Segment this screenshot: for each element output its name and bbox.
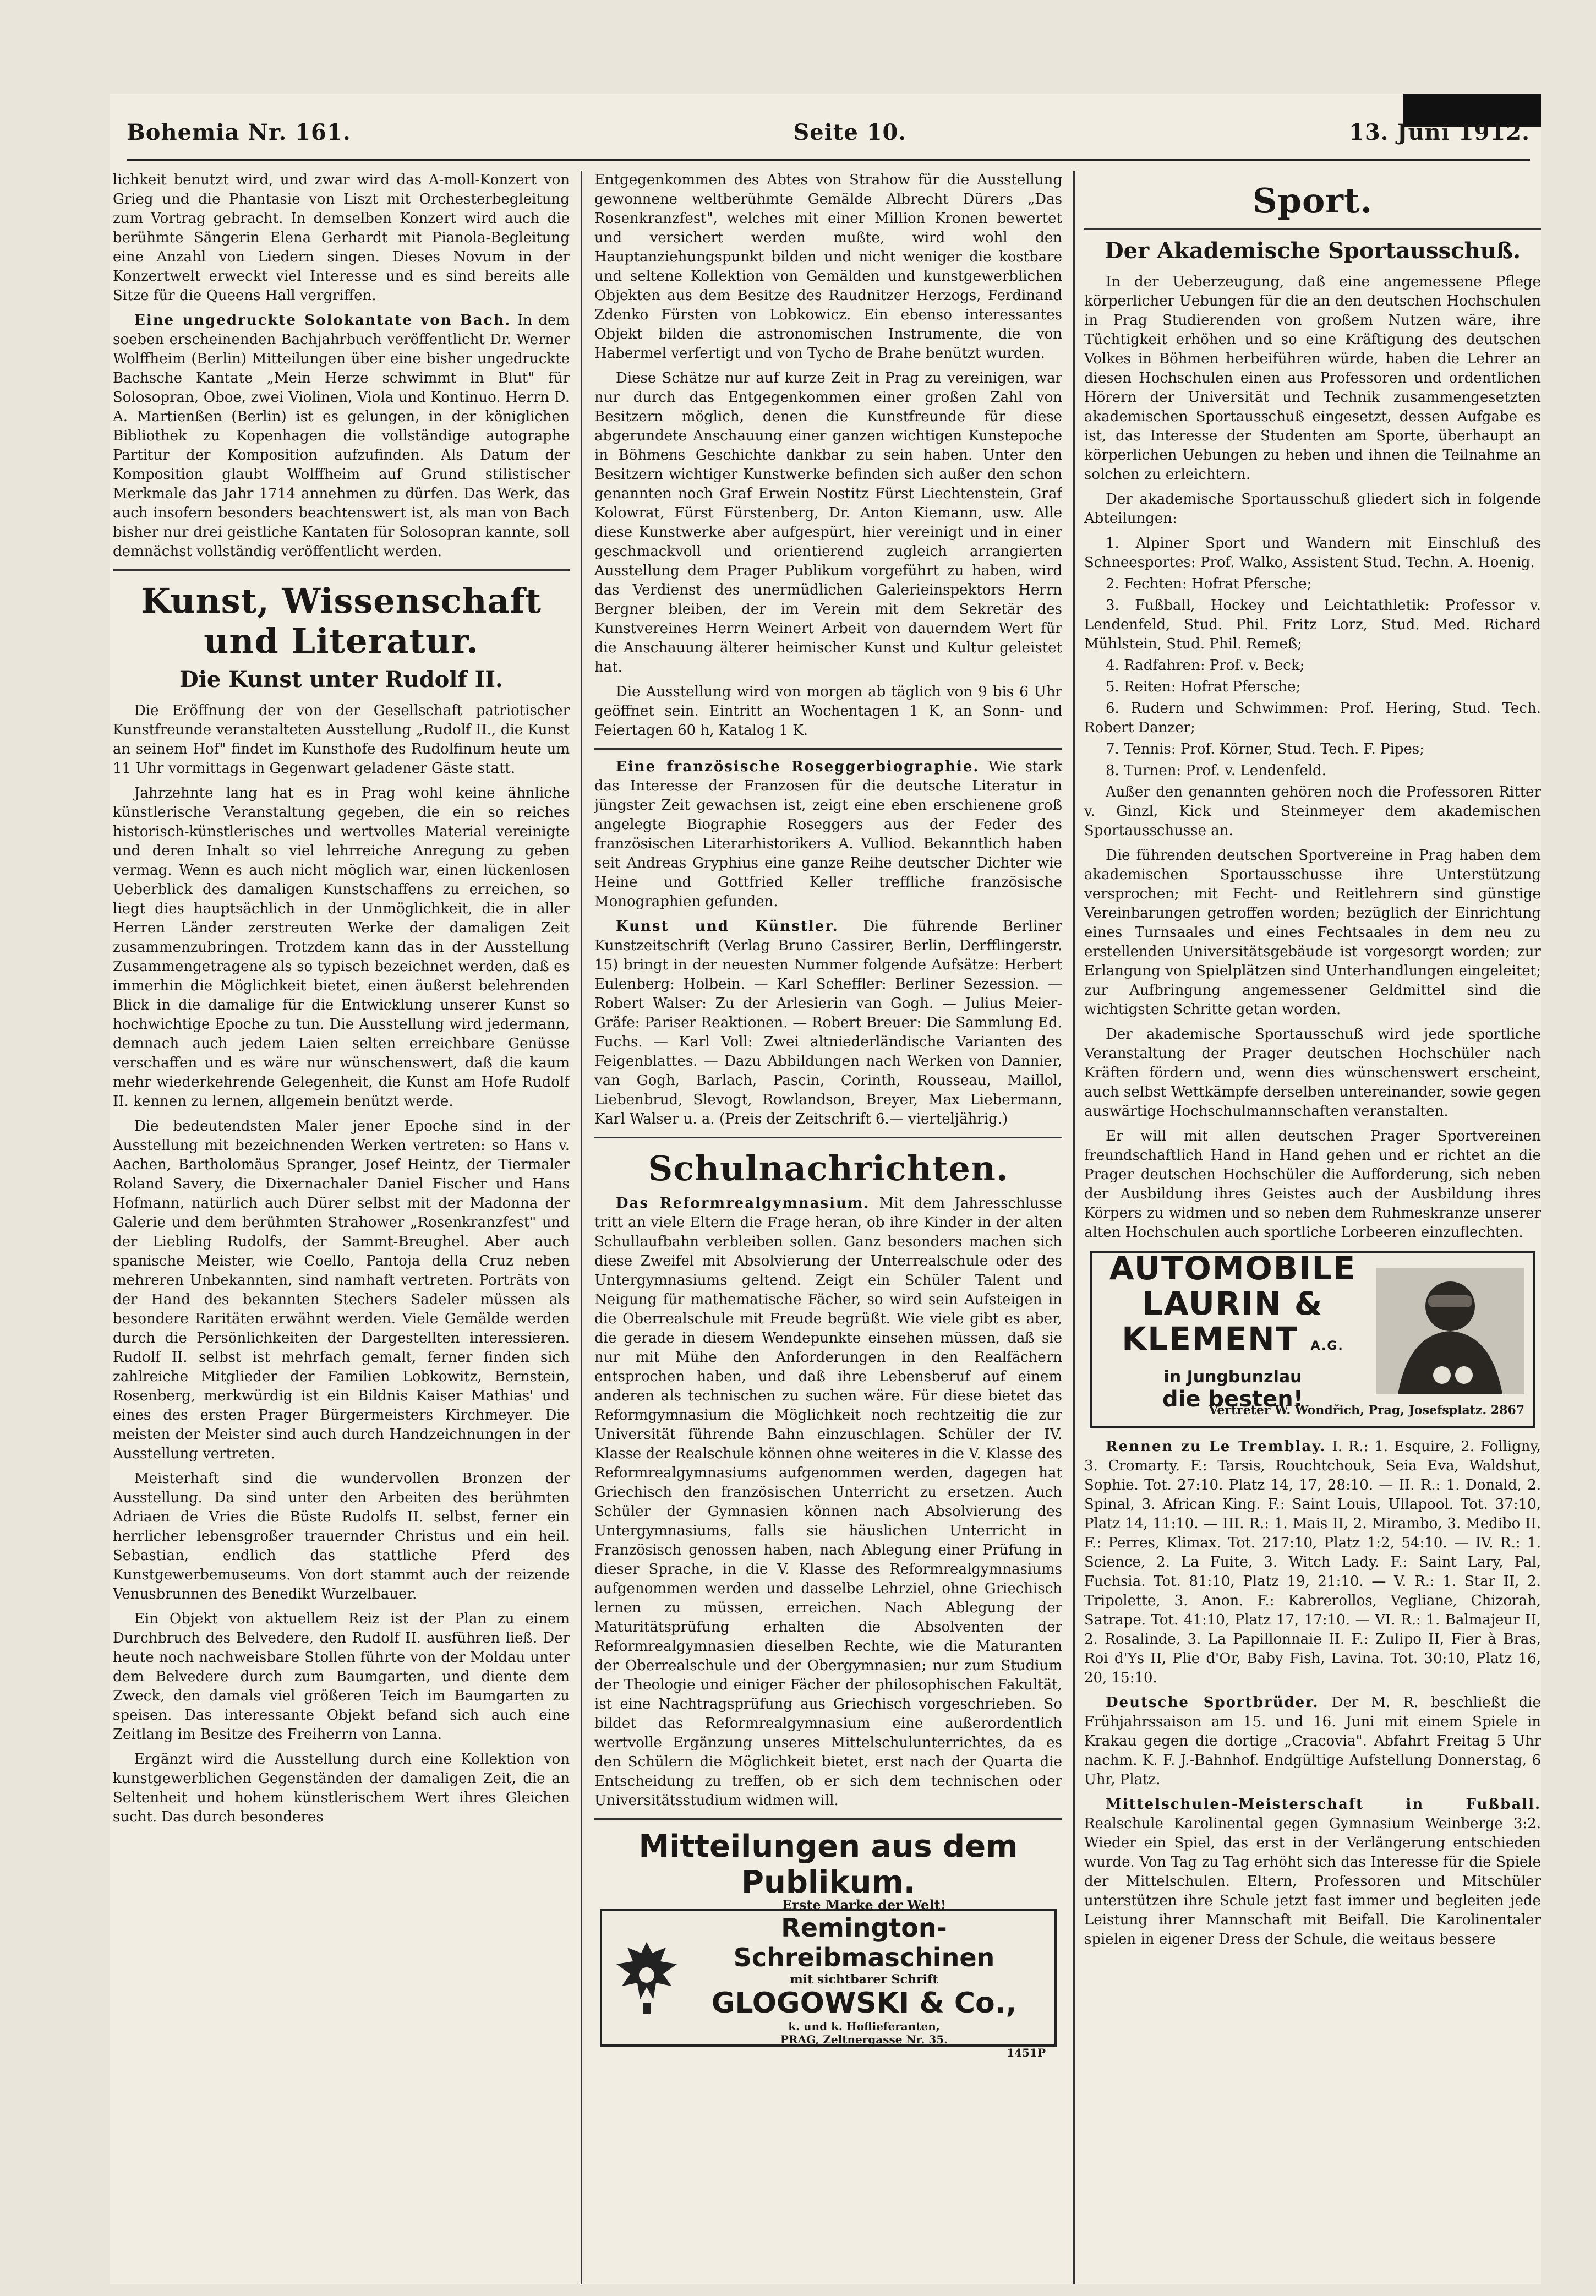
article-paragraph: Ergänzt wird die Ausstellung durch eine Kollektion von kunstgewerblichen Gegenständen der damaligen Zeit, die an Seltenheit und hohem künstlerischem Wert ihres Gleichen sucht. Das durch besonderes — [113, 1751, 570, 1825]
article-title-sportausschuss: Der Akademische Sportausschuß. — [1104, 238, 1521, 264]
rosegger-notice — [594, 757, 1062, 912]
auto-ad-line3 — [1101, 1321, 1365, 1364]
article-paragraph: Außer den genannten gehören noch die Professoren Ritter v. Ginzl, Kick und Steinmeyer dem akademischen Sportausschusse an. — [1084, 784, 1541, 839]
schul-notice — [594, 1194, 1062, 1810]
header-page-number: Seite 10. — [793, 119, 907, 145]
sport-department-item: 4. Radfahren: Prof. v. Beck; — [1106, 657, 1305, 674]
auto-ad-line2: LAURIN & — [1142, 1284, 1324, 1322]
kunst-notice — [594, 917, 1062, 1129]
rennen-text: I. R.: 1. Esquire, 2. Folligny, 3. Cromarty. F.: Tarsis, Rouchtchouk, Seia Eva, Waldshut, Sophie. Tot. 27:10. Platz 14, 17, 28:10. — II. R.: 1. Donald, 2. Spinal, 3. African King. F.: Saint Louis, Ullapool. Tot. 37:10, Platz 14, 11:10. — III. R.: 1. Mais II, 2. Mirambo, 3. Medibo II. F.: Perres, Klimax. Tot. 217:10, Platz 1:2, 54:10. — IV. R.: 1. Science, 2. La Fuite, 3. Witch Lady. F.: Saint Lary, Pal, Fuchsia. Tot. 81:10, Platz 19, 21:10. — V. R.: 1. Star II, 2. Tripolette, 3. Anon. F.: Kabrerollos, Vegliane, Chizorah, Satrape. Tot. 41:10, Platz 17, 17:10. — VI. R.: 1. Balmajeur II, 2. Rosalinde, 3. La Papillonnaie II. F.: Zulipo II, Fier à Bras, Roi d'Ys II, Plie d'Or, Baby Fish, Lavina. Tot. 30:10, Platz 16, 20, 15:10. — [1084, 1438, 1541, 1686]
section-title-sport: Sport. — [1252, 181, 1373, 221]
sportbrueder-title: Deutsche Sportbrüder. — [1106, 1694, 1319, 1711]
article-title-rudolf: Die Kunst unter Rudolf II. — [179, 667, 503, 692]
section-rule — [594, 1137, 1062, 1138]
schul-lead: Das Reformrealgymnasium. — [616, 1195, 870, 1212]
column-rule-2 — [1073, 171, 1075, 2284]
section-title-kunst: Kunst, Wissenschaft und Literatur. — [140, 581, 542, 661]
remington-company: GLOGOWSKI & Co., — [711, 1986, 1017, 2020]
remington-advertisement — [600, 1896, 1057, 2059]
article-paragraph: Er will mit allen deutschen Prager Sportvereinen freundschaftlich Hand in Hand gehen und er richtet an die Prager deutschen Hochschüler die Aufforderung, sich neben der Ausbildung ihres Geistes auch der Ausbildung ihres Körpers zu widmen und so neben dem Ruhmeskranze unserer alten Hochschulen auch sportliche Lorbeeren einzuflechten. — [1084, 1128, 1541, 1241]
sport-department-item: 7. Tennis: Prof. Körner, Stud. Tech. F. Pipes; — [1106, 741, 1424, 757]
rennen-title: Rennen zu Le Tremblay. — [1106, 1438, 1326, 1455]
remington-address: PRAG, Zeltnergasse Nr. 35. — [780, 2032, 948, 2046]
remington-code: 1451P — [1007, 2046, 1046, 2059]
header-rule — [127, 159, 1530, 161]
rosegger-text: Wie stark das Interesse der Franzosen für die deutsche Literatur in jüngster Zeit gewachsen ist, zeigt eine eben erschienene groß angelegte Biographie Roseggers aus der Feder des französischen Literarhistorikers A. Vulliod. Bekanntlich haben seit Andreas Gryphius eine ganze Reihe deutscher Dichter wie Heine und Gottfried Keller treffliche französische Monographien gefunden. — [594, 759, 1062, 910]
concert-continuation: lichkeit benutzt wird, und zwar wird das A-moll-Konzert von Grieg und die Phantasie von Liszt mit Orchesterbegleitung zum Vortrag gebracht. In demselben Konzert wird auch die berühmte Sängerin Elena Gerhardt mit Pianola-Begleitung eine Anzahl von Liedern singen. Dieses Novum in der Konzertwelt erweckt viel Interesse und es sind bereits alle Sitze für die Queens Hall vergriffen. — [113, 172, 570, 304]
motorist-illustration-icon — [1376, 1268, 1524, 1394]
sport-department-item: 5. Reiten: Hofrat Pfersche; — [1106, 679, 1301, 695]
auto-ad-line5: die besten! — [1162, 1386, 1303, 1412]
auto-ad-line1: AUTOMOBILE — [1109, 1249, 1357, 1287]
article-paragraph: Die Eröffnung der von der Gesellschaft patriotischer Kunstfreunde veranstalteten Ausstellung „Rudolf II., die Kunst an seinem Hof" findet im Kunsthofe des Rudolfinum heute um 11 Uhr vormittags in Gegenwart geladener Gäste statt. — [113, 702, 570, 777]
column-1 — [113, 171, 570, 2284]
auto-ad-footer: Vertreter W. Wondřich, Prag, Josefsplatz. 2867 — [1209, 1403, 1524, 1417]
sportbrueder-text: Der M. R. beschließt die Frühjahrssaison am 15. und 16. Juni mit einem Spiele in Krakau gegen die dortige „Cracovia". Abfahrt Freitag 5 Uhr nachm. K. F. J.-Bahnhof. Endgültige Aufstellung Donnerstag, 6 Uhr, Platz. — [1084, 1694, 1541, 1788]
meister-title: Mittelschulen-Meisterschaft in Fußball. — [1106, 1796, 1541, 1813]
sport-department-item: 2. Fechten: Hofrat Pfersche; — [1106, 576, 1312, 592]
section-title-mitteilungen: Mitteilungen aus dem Publikum. — [638, 1829, 1018, 1900]
auto-ad-suffix: A.G. — [1310, 1339, 1344, 1353]
kunst-title: Kunst und Künstler. — [616, 918, 839, 935]
article-paragraph: Der akademische Sportausschuß wird jede sportliche Veranstaltung der Prager deutschen Hochschüler nach Kräften fördern und, wenn dies wünschenswert erscheint, auch selbst Wettkämpfe derselben untereinander, sowie gegen auswärtige Hochschulmannschaften veranstalten. — [1084, 1026, 1541, 1120]
article-paragraph: Entgegenkommen des Abtes von Strahow für die Ausstellung gewonnene weltberühmte Gemälde Albrecht Dürers „Das Rosenkranzfest", welches mit einer Million Kronen bewertet und versichert werden mußte, wird wohl den Hauptanziehungspunkt bilden und nicht weniger die kostbare und seltene Kollektion von Gemälden und kunstgewerblichen Objekten aus dem Besitze des Raudnitzer Herzogs, Ferdinand Zdenko Fürsten von Lobkowicz. Ein ebenso interessantes Objekt bilden die astronomischen Instrumente, die von Habermel verfertigt und von Tycho de Brahe benützt wurden. — [594, 172, 1062, 362]
page-header — [127, 116, 1530, 149]
section-rule — [1084, 228, 1541, 230]
article-paragraph: Ein Objekt von aktuellem Reiz ist der Plan zu einem Durchbruch des Belvedere, den Rudolf II. ausführen ließ. Der heute noch nachweisbare Stollen führte von der Moldau unter dem Belvedere durch zum Baumgarten, und diente dem Zweck, den damals viel größeren Teich im Baumgarten zu speisen. Das interessante Objekt befand sich auch eine Zeitlang im Besitze des Freiherrn von Lanna. — [113, 1611, 570, 1743]
rosegger-title: Eine französische Roseggerbiographie. — [616, 759, 980, 775]
article-paragraph: Die bedeutendsten Maler jener Epoche sind in der Ausstellung mit bezeichnenden Werken vertreten: so Hans v. Aachen, Bartholomäus Spranger, Josef Heintz, der Tiermaler Roland Savery, die Dixernachaler Daniel Fischer und Hans Hofmann, natürlich auch Dürer selbst mit der Madonna der Galerie und dem berühmten Strahower „Rosenkranzfest" und der Liebling Rudolfs, der Sammt-Breughel. Aber auch spanische Meister, wie Coello, Pantoja della Cruz neben mehreren Unbekannten, sind namhaft vertreten. Porträts von der Hand des bekannten Stechers Sadeler müssen als besondere Raritäten erwähnt werden. Viele Gemälde werden durch die Persönlichkeiten der Dargestellten interessieren. Rudolf II. selbst ist mehrfach gemalt, ferner finden sich zahlreiche Mitglieder der Familien Lobkowitz, Bernstein, Rosenberg, merkwürdig ist ein Bildnis Kaiser Mathias' und eines des ersten Prager Bürgermeisters Kirchmeyer. Die meisten der Meister sind auch durch Handzeichnungen in der Ausstellung vertreten. — [113, 1118, 570, 1462]
sport-department-item: 1. Alpiner Sport und Wandern mit Einschluß des Schneesportes: Prof. Walko, Assistent Stud. Techn. A. Hoenig. — [1084, 535, 1541, 571]
bach-notice-title: Eine ungedruckte Solokantate von Bach. — [134, 312, 511, 329]
article-paragraph: Die Ausstellung wird von morgen ab täglich von 9 bis 6 Uhr geöffnet sein. Eintritt an Wochentagen 1 K, an Sonn- und Feiertagen 60 h, Katalog 1 K. — [594, 684, 1062, 739]
sport-department-item: 6. Rudern und Schwimmen: Prof. Hering, Stud. Tech. Robert Danzer; — [1084, 700, 1541, 736]
remington-tagline: Erste Marke der Welt! — [781, 1896, 947, 1913]
rennen-notice — [1084, 1437, 1541, 1688]
column-rule-1 — [581, 171, 582, 2284]
header-paper-issue: Bohemia Nr. 161. — [127, 119, 351, 145]
column-2 — [594, 171, 1062, 2284]
meister-text: Realschule Karolinental gegen Gymnasium Weinberge 3:2. Wieder ein Spiel, das erst in der Verlängerung entschieden wurde. Von Tag zu Tag erhöht sich das Interesse für die Spiele der Mittelschulen. Eltern, Professoren und Mitschüler unterstützen ihre Schule jetzt fast immer und begleiten jede Leistung ihrer Mannschaft mit Beifall. Die Karolinentaler spielen in eigener Dress der Schule, die weitaus bessere — [1084, 1815, 1541, 1948]
sport-list-intro: Der akademische Sportausschuß gliedert sich in folgende Abteilungen: — [1084, 491, 1541, 527]
remington-title: k. und k. Hoflieferanten, — [788, 2019, 940, 2033]
sport-department-item: 8. Turnen: Prof. v. Lendenfeld. — [1106, 762, 1326, 779]
newspaper-page — [110, 94, 1541, 2284]
section-rule — [594, 1818, 1062, 1820]
bach-notice — [113, 311, 570, 561]
meister-notice — [1084, 1795, 1541, 1949]
header-date: 13. Juni 1912. — [1349, 119, 1530, 145]
eagle-emblem-icon — [611, 1937, 682, 2019]
article-paragraph: Die führenden deutschen Sportvereine in Prag haben dem akademischen Sportausschusse ihre Unterstützung versprochen; mit Fecht- und Reitlehrern sind günstige Vereinbarungen getroffen worden; bezüglich der Einrichtung eines Turnsaales und eines Fechtsaales in dem neu zu erstellenden Universitätsgebäude ist vorgesorgt worden; zur Erlangung von Spielplätzen sind Unterhandlungen eingeleitet; zur Aufbringung angemessener Geldmittel sind die wichtigsten Schritte getan worden. — [1084, 847, 1541, 1018]
sportbrueder-notice — [1084, 1693, 1541, 1790]
article-paragraph: Meisterhaft sind die wundervollen Bronzen der Ausstellung. Da sind unter den Arbeiten des berühmten Adriaen de Vries die Büste Rudolfs II. selbst, ferner ein herrlicher lebensgroßer trauernder Christus und ein heil. Sebastian, endlich das stattliche Pferd des Kunstgewerbemuseums. Von dort stammt auch der reizende Venusbrunnen des Benedikt Wurzelbauer. — [113, 1470, 570, 1602]
section-rule — [594, 748, 1062, 750]
article-paragraph: Jahrzehnte lang hat es in Prag wohl keine ähnliche künstlerische Veranstaltung gegeben, die ein so reiches historisch-künstlerisches und wertvolles Material vereinigte und deren Inhalt so viel lehrreiche Anregung zu geben vermag. Wenn es auch nicht möglich war, einen lückenlosen Ueberblick des damaligen Kunstschaffens zu erreichen, so liegt dies hauptsächlich in der Unmöglichkeit, die in aller Herren Länder zerstreuten Werke der damaligen Zeit zusammenzubringen. Trotzdem kann das in der Ausstellung Zusammengetragene als so typisch bezeichnet werden, daß es immerhin die Möglichkeit bietet, einen äußerst belehrenden Blick in die damalige für die Entwicklung unserer Kunst so hochwichtige Epoche zu tun. Die Ausstellung wird jedermann, demnach auch jedem Laien selten erreichbare Genüsse verschaffen und es wäre nur wünschenswert, daß die kaum mehr wiederkehrende Gelegenheit, die Kunst am Hofe Rudolf II. kennen zu lernen, allgemein benützt werde. — [113, 785, 570, 1110]
bach-notice-text: In dem soeben erscheinenden Bachjahrbuch veröffentlicht Dr. Werner Wolffheim (Berlin) Mitteilungen über eine bisher ungedruckte Bachsche Kantate „Mein Herze schwimmt in Blut" für Solosopran, Oboe, zwei Violinen, Viola und Kontinuo. Herrn D. A. Martienßen (Berlin) ist es gelungen, in der königlichen Bibliothek zu Kopenhagen die vollständige autographe Partitur der Komposition aufzufinden. Als Datum der Komposition glaubt Wolffheim auf Grund stilistischer Merkmale das Jahr 1714 annehmen zu dürfen. Das Werk, das auch insofern besonders beachtenswert ist, als man von Bach bisher nur drei geistliche Kantaten für Solosopran kannte, soll demnächst vollständig veröffentlicht werden. — [113, 312, 570, 560]
sport-department-item: 3. Fußball, Hockey und Leichtathletik: Professor v. Lendenfeld, Stud. Phil. Fritz Lorz, Stud. Med. Richard Mühlstein, Stud. Phil. Remeß; — [1084, 597, 1541, 652]
remington-subline: mit sichtbarer Schrift — [790, 1972, 938, 1987]
kunst-text: Die führende Berliner Kunstzeitschrift (Verlag Bruno Cassirer, Berlin, Derfflingerstr. 15) bringt in der neuesten Nummer folgende Aufsätze: Herbert Eulenberg: Holbein. — Karl Scheffler: Berliner Sezession. — Robert Walser: Zu der Arlesierin van Gogh. — Julius Meier-Gräfe: Pariser Reaktionen. — Robert Breuer: Die Sammlung Ed. Fuchs. — Karl Voll: Zwei altniederländische Varianten des Feigenblattes. — Dazu Abbildungen nach Werken von Dannier, van Gogh, Barlach, Pascin, Corinth, Rousseau, Maillol, Liebenbrud, Slevogt, Rowlandson, Breyer, Max Liebermann, Karl Walser u. a. (Preis der Zeitschrift 6.— vierteljährig.) — [594, 918, 1062, 1127]
article-paragraph: Diese Schätze nur auf kurze Zeit in Prag zu vereinigen, war nur durch das Entgegenkommen einer großen Zahl von Besitzern möglich, denen die Kunstfreunde für diese abgerundete Anschauung einer ganzen wichtigen Kunstepoche in Böhmens Geschichte dankbar zu sein haben. Unter den Besitzern wichtiger Kunstwerke befinden sich außer den schon genannten noch Graf Erwein Nostitz Fürst Liechtenstein, Graf Kolowrat, Fürst Fürstenberg, Dr. Anton Kiemann, usw. Alle diese Kunstwerke aber aufgespürt, hier vereinigt und in einer geschmackvoll und orientierend zugleich arrangierten Ausstellung dem Prager Publikum vorgeführt zu haben, wird das Verdienst des unermüdlichen Galerieinspektors Herrn Bergner bleiben, der im Verein mit dem Sekretär des Kunstvereines Herrn Weinert Arbeit von dauerndem Wert für die Anschauung älterer heimischer Kunst und Kultur geleistet hat. — [594, 370, 1062, 675]
section-title-schul: Schulnachrichten. — [648, 1148, 1009, 1188]
auto-ad-brand: KLEMENT — [1122, 1319, 1299, 1357]
sport-intro: In der Ueberzeugung, daß eine angemessene Pflege körperlicher Uebungen für die an den deutschen Hochschulen in Prag Studierenden von großem Nutzen wäre, ihre Tüchtigkeit erhöhen und so eine Kräftigung des deutschen Volkes in Böhmen herbeiführen würde, haben die Lehrer an diesen Hochschulen einen aus Professoren und ordentlichen Hörern der Universität und Technik zusammengesetzten akademischen Sportausschuß eingesetzt, dessen Aufgabe es ist, das Interesse der Studenten am Sporte, überhaupt an körperlichen Uebungen zu heben und ihnen die Teilnahme an solchen zu erleichtern. — [1084, 274, 1541, 483]
schul-text: Mit dem Jahresschlusse tritt an viele Eltern die Frage heran, ob ihre Kinder in der alten Schullaufbahn verbleiben sollen. Ganz besonders machen sich diese Zweifel mit Absolvierung der Unterrealschule oder des Untergymnasiums geltend. Zeigt ein Schüler Talent und Neigung für mathematische Fächer, so wird sein Aufsteigen in die Oberrealschule mit Freude begrüßt. Wie viele gibt es aber, die gerade in diesem Wendepunkte einsehen müssen, daß sie nur mit Mühe den Anforderungen in den Realfächern entsprochen haben, und daß ihre Lebensberuf auf einem anderen als technischen zu suchen wäre. Für diese bietet das Reformgymnasium die Möglichkeit noch rechtzeitig die zur Universität führende Bahn einzuschlagen. Schüler der IV. Klasse der Realschule können ohne weiteres in die V. Klasse des Reformrealgymnasiums aufgenommen werden, dagegen hat Griechisch den französischen Unterricht zu ersetzen. Auch Schüler der Gymnasien können nach Absolvierung des Untergymnasiums, falls sie häuslichen Unterricht in Französisch genossen haben, nach Ablegung einer Prüfung in dieser Sprache, in die V. Klasse des Reformrealgymnasiums aufgenommen werden und dasselbe Lehrziel, ohne Griechisch lernen zu müssen, erreichen. Nach Ablegung der Maturitätsprüfung erhalten die Absolventen der Reformrealgymnasien dieselben Rechte, wie die Maturanten der Oberrealschule und der Obergymnasien; nur zum Studium der Theologie und einiger Fächer der philosophischen Fakultät, ist eine Nachtragsprüfung aus Griechisch vorgeschrieben. So bildet das Reformrealgymnasium eine außerordentlich wertvolle Ergänzung unseres Mittelschulunterrichtes, da es den Schülern die Möglichkeit bietet, erst nach der Quarta die Entscheidung zu treffen, ob er sich dem technischen oder Universitätsstudium widmen will. — [594, 1195, 1062, 1809]
column-3 — [1084, 171, 1541, 2284]
automobile-advertisement — [1090, 1251, 1535, 1428]
remington-product: Remington-Schreibmaschinen — [733, 1912, 995, 1972]
section-rule — [113, 569, 570, 571]
auto-ad-line4: in Jungbunzlau — [1163, 1367, 1302, 1387]
